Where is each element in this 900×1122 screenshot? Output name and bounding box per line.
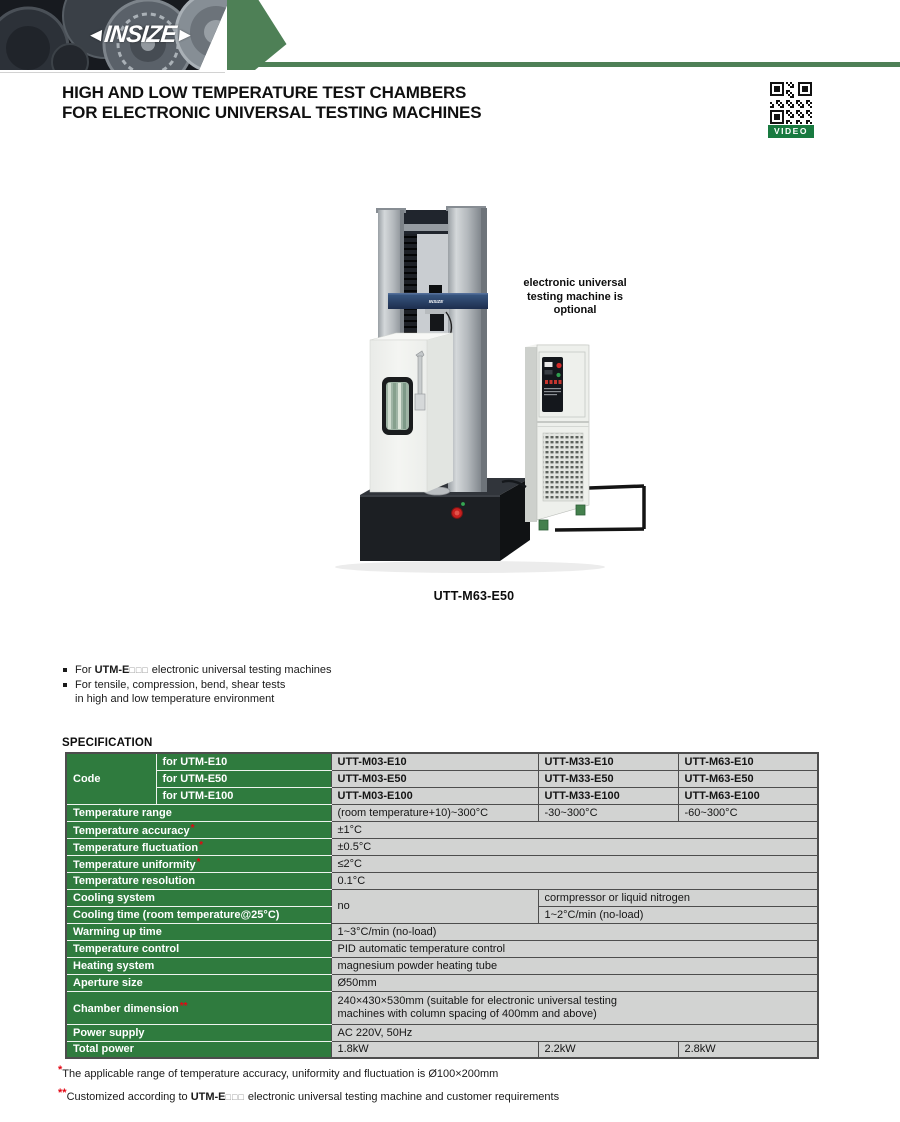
spec-cell: -60~300°C — [678, 804, 818, 821]
spec-cell: PID automatic temperature control — [331, 940, 818, 957]
spec-cell: Ø50mm — [331, 974, 818, 991]
asterisk-marker: * — [199, 839, 203, 851]
spec-cell: AC 220V, 50Hz — [331, 1024, 818, 1041]
spec-label: Warming up time — [66, 923, 331, 940]
spec-cell: UTT-M03-E10 — [331, 753, 538, 770]
page-title-line2: FOR ELECTRONIC UNIVERSAL TESTING MACHINES — [62, 103, 482, 122]
product-caption: UTT-M63-E50 — [433, 589, 515, 603]
power-indicator-light — [461, 502, 465, 506]
asterisk-marker: * — [58, 1064, 63, 1076]
spec-cell: 1~3°C/min (no-load) — [331, 923, 818, 940]
video-qr-block — [768, 82, 814, 138]
spec-cell: 2.8kW — [678, 1041, 818, 1058]
annotation-line: electronic universal — [523, 277, 627, 289]
spec-cell: UTT-M03-E50 — [331, 770, 538, 787]
spec-cell: ±0.5°C — [331, 838, 818, 855]
spec-label: Temperature range — [66, 804, 331, 821]
logo-right-arrow-icon: ► — [174, 25, 195, 46]
spec-cell: cormpressor or liquid nitrogen — [538, 889, 818, 906]
cooling-unit — [525, 344, 589, 530]
spec-cell: UTT-M33-E10 — [538, 753, 678, 770]
annotation-line: testing machine is — [527, 290, 623, 303]
crosshead-beam — [388, 293, 488, 309]
asterisk-marker: * — [190, 822, 195, 834]
banner-chevron — [220, 0, 290, 70]
spec-label: Power supply — [66, 1024, 331, 1041]
test-chamber — [370, 333, 453, 492]
video-badge: VIDEO — [768, 125, 814, 138]
spec-sublabel: for UTM-E100 — [156, 787, 331, 804]
logo-left-arrow-icon: ◄ — [85, 25, 106, 46]
logo-text: INSIZE — [102, 21, 178, 48]
crosshead-cap — [429, 285, 442, 294]
floor-frame — [589, 486, 644, 529]
bullet-square-icon — [63, 668, 67, 672]
spec-cell: -30~300°C — [538, 804, 678, 821]
feature-item: For tensile, compression, bend, shear tests — [62, 678, 332, 693]
unit-foot — [539, 520, 548, 530]
spec-label: Aperture size — [66, 974, 331, 991]
spec-cell: ±1°C — [331, 821, 818, 838]
control-panel — [542, 357, 563, 412]
spec-cell: UTT-M63-E10 — [678, 753, 818, 770]
spec-label-code: Code — [66, 753, 156, 804]
spec-cell: UTT-M33-E100 — [538, 787, 678, 804]
spec-cell: 0.1°C — [331, 872, 818, 889]
spec-label: Temperature accuracy* — [66, 821, 331, 838]
emergency-stop-button — [452, 508, 463, 519]
spec-sublabel: for UTM-E10 — [156, 753, 331, 770]
spec-cell: UTT-M03-E100 — [331, 787, 538, 804]
floor-frame-front-bar — [555, 529, 644, 530]
spec-cell: UTT-M63-E50 — [678, 770, 818, 787]
top-plate — [404, 224, 448, 231]
spec-label: Cooling time (room temperature@25°C) — [66, 906, 331, 923]
spec-sublabel: for UTM-E50 — [156, 770, 331, 787]
annotation-line: optional — [553, 304, 597, 316]
spec-label: Heating system — [66, 957, 331, 974]
spec-cell: 1.8kW — [331, 1041, 538, 1058]
feature-item: For UTM-E□□□ electronic universal testing machines — [62, 663, 332, 678]
spec-label: Temperature fluctuation* — [66, 838, 331, 855]
banner-green-line — [250, 62, 900, 67]
spec-cell: magnesium powder heating tube — [331, 957, 818, 974]
spec-cell: (room temperature+10)~300°C — [331, 804, 538, 821]
insize-logo — [59, 21, 222, 49]
spec-label: Cooling system — [66, 889, 331, 906]
spec-label: Total power — [66, 1041, 331, 1058]
asterisk-marker: * — [196, 856, 201, 868]
spec-label: Temperature control — [66, 940, 331, 957]
specification-table — [65, 752, 819, 1059]
spec-cell: UTT-M63-E100 — [678, 787, 818, 804]
spec-cell: 1~2°C/min (no-load) — [538, 906, 818, 923]
chamber-window — [382, 377, 413, 435]
spec-cell: 2.2kW — [538, 1041, 678, 1058]
asterisk-marker: ** — [179, 1000, 188, 1012]
optional-annotation — [514, 277, 636, 318]
feature-item-continued: in high and low temperature environment — [75, 693, 275, 705]
unit-foot — [576, 505, 585, 515]
footnote-1: *The applicable range of temperature accuracy, uniformity and fluctuation is Ø100×200mm — [58, 1064, 499, 1080]
asterisk-marker: ** — [58, 1087, 67, 1099]
spec-label: Chamber dimension** — [66, 991, 331, 1024]
product-image — [330, 190, 670, 590]
feature-list — [62, 663, 332, 707]
spec-cell: ≤2°C — [331, 855, 818, 872]
spec-cell: no — [331, 889, 538, 923]
vent-grille — [543, 433, 583, 501]
floor-shadow — [335, 561, 605, 573]
spec-label: Temperature uniformity* — [66, 855, 331, 872]
footnote-2: **Customized according to UTM-E□□□ electronic universal testing machine and customer requirements — [58, 1087, 560, 1103]
qr-code — [770, 82, 812, 124]
specification-heading: SPECIFICATION — [62, 737, 153, 749]
spec-cell: 240×430×530mm (suitable for electronic universal testing machines with column spacing of 400mm and above) — [331, 991, 818, 1024]
page-title-line1: HIGH AND LOW TEMPERATURE TEST CHAMBERS — [62, 83, 467, 102]
bullet-square-icon — [63, 683, 67, 687]
spec-cell: UTT-M33-E50 — [538, 770, 678, 787]
page-title — [62, 83, 481, 123]
banner-underline — [0, 72, 225, 73]
machine-brand-label: INSIZE — [428, 299, 444, 304]
spec-label: Temperature resolution — [66, 872, 331, 889]
